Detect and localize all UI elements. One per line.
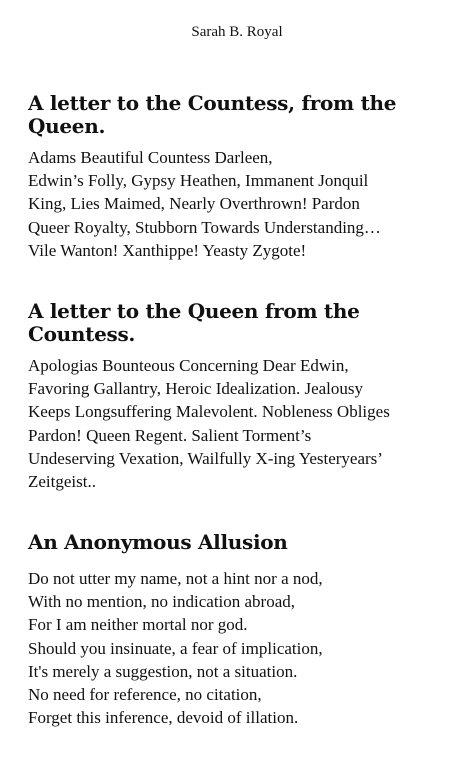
body-line: King, Lies Maimed, Nearly Overthrown! Pardon [28, 194, 360, 214]
title-line: An Anonymous Allusion [28, 530, 288, 554]
poem-line: It's merely a suggestion, not a situation. [28, 661, 298, 681]
poem-line: Do not utter my name, not a hint nor a nod, [28, 569, 323, 588]
section-title [28, 300, 464, 346]
title-line: Countess. [28, 322, 136, 346]
body-line: Adams Beautiful Countess Darleen, [28, 148, 273, 167]
section-body [28, 354, 464, 493]
section-body [28, 146, 464, 262]
poem-line: With no mention, no indication abroad, [28, 592, 296, 612]
section-anonymous-allusion [28, 531, 464, 729]
body-line: Vile Wanton! Xanthippe! Yeasty Zygote! [28, 240, 307, 260]
poem-line: Forget this inference, devoid of illation. [28, 708, 299, 728]
title-line: A letter to the Countess, from the [28, 91, 397, 115]
body-line: Edwin’s Folly, Gypsy Heathen, Immanent Jonquil [28, 171, 369, 191]
title-line: Queen. [28, 114, 106, 138]
section-title [28, 531, 464, 554]
body-line: Favoring Gallantry, Heroic Idealization. Jealousy [28, 379, 364, 399]
poem-body [28, 567, 464, 729]
body-line: Keeps Longsuffering Malevolent. Nobleness Obliges [28, 402, 390, 422]
title-line: A letter to the Queen from the [28, 299, 360, 323]
poem-line: Should you insinuate, a fear of implication, [28, 638, 323, 658]
body-line: Apologias Bounteous Concerning Dear Edwin, [28, 356, 349, 375]
body-line: Pardon! Queen Regent. Salient Torment’s [28, 425, 312, 445]
body-line: Undeserving Vexation, Wailfully X-ing Yesteryears’ [28, 448, 383, 468]
body-line: Zeitgeist.. [28, 472, 96, 492]
section-title [28, 92, 464, 138]
poem-line: For I am neither mortal nor god. [28, 615, 248, 635]
author-name: Sarah B. Royal [191, 24, 283, 40]
section-letter-to-queen [28, 300, 464, 493]
body-line: Queer Royalty, Stubborn Towards Understanding… [28, 217, 381, 237]
section-letter-to-countess [28, 92, 464, 262]
poem-line: No need for reference, no citation, [28, 685, 262, 705]
